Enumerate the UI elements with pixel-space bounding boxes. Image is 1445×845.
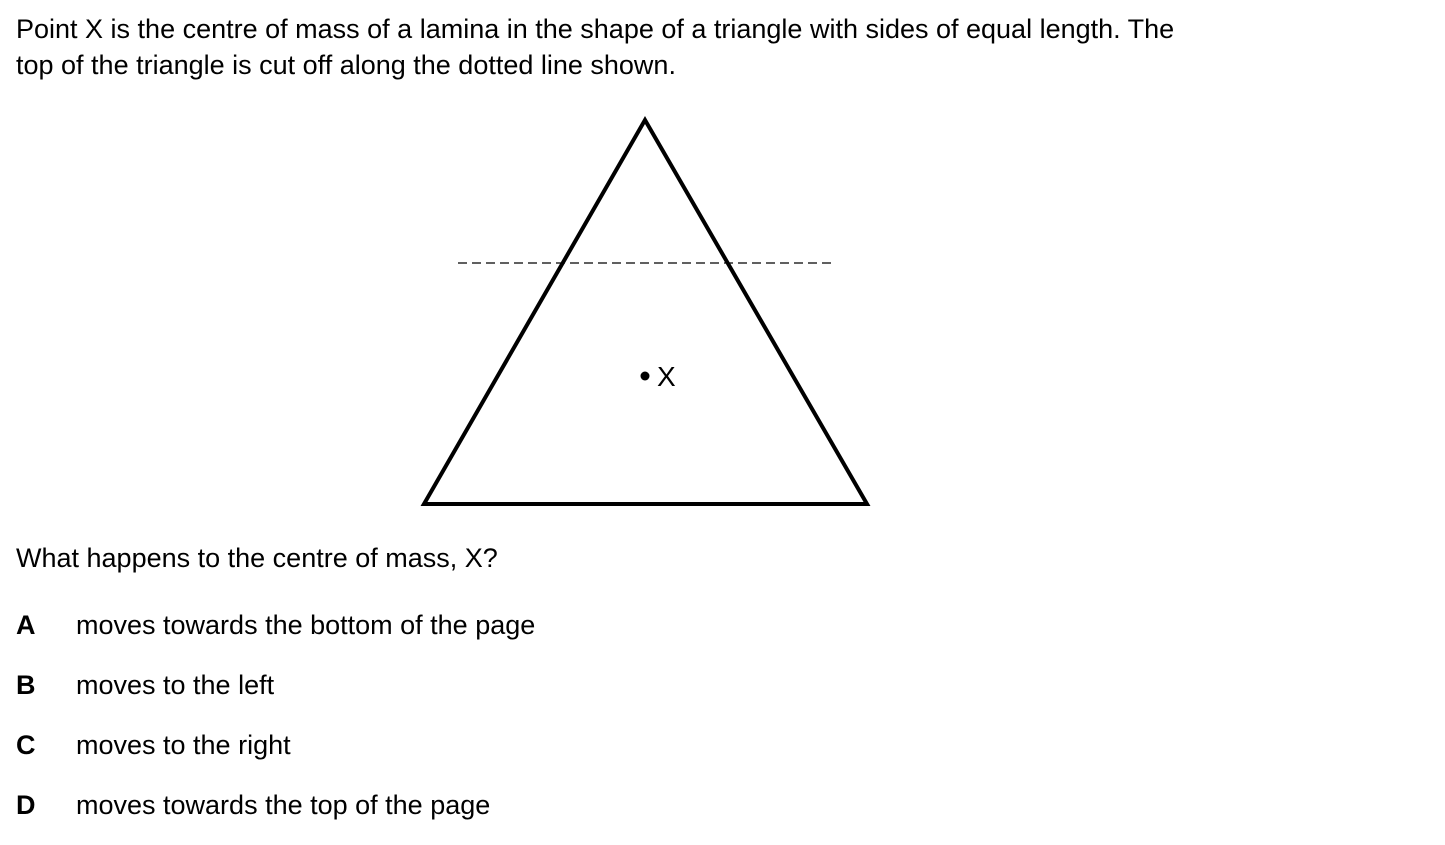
option-c-letter: C <box>16 730 36 760</box>
option-c[interactable] <box>16 725 535 785</box>
centre-of-mass-point <box>641 372 650 381</box>
question-stem-line-2: top of the triangle is cut off along the dotted line shown. <box>16 50 676 80</box>
option-c-text: moves to the right <box>76 730 291 760</box>
equilateral-triangle <box>424 120 867 504</box>
option-d-text: moves towards the top of the page <box>76 790 491 820</box>
question-stem-line-1: Point X is the centre of mass of a lamina in the shape of a triangle with sides of equal length. The <box>16 14 1175 44</box>
option-d[interactable] <box>16 785 535 845</box>
answer-options <box>16 605 535 845</box>
question-prompt: What happens to the centre of mass, X? <box>16 543 498 573</box>
option-a-letter: A <box>16 610 36 640</box>
option-d-letter: D <box>16 790 36 820</box>
question-stem <box>16 11 1416 83</box>
option-b-text: moves to the left <box>76 670 275 700</box>
option-b[interactable] <box>16 665 535 725</box>
option-a-text: moves towards the bottom of the page <box>76 610 536 640</box>
option-a[interactable] <box>16 605 535 665</box>
centre-of-mass-label: X <box>657 361 676 392</box>
option-b-letter: B <box>16 670 36 700</box>
